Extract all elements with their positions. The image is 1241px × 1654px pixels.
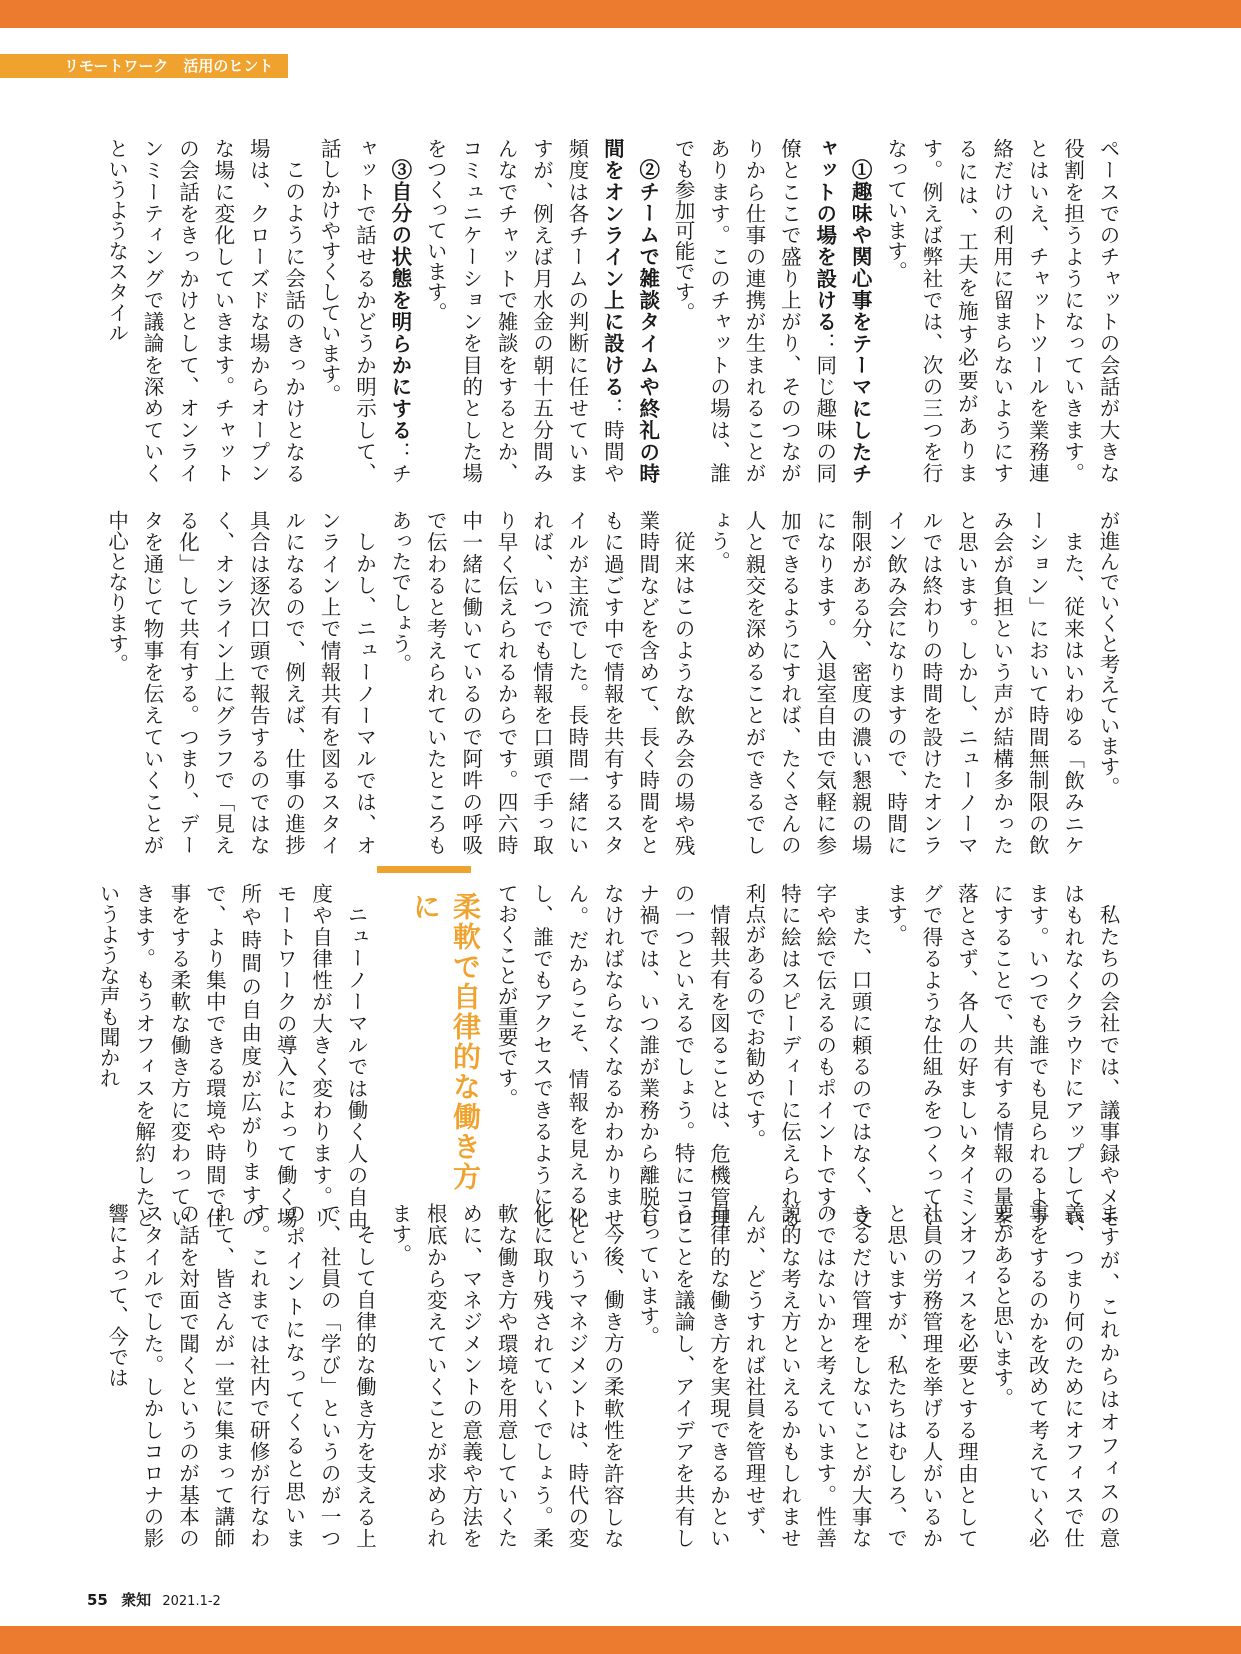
bold-lead: ①趣味や関心事をテーマにしたチャットの場を設ける bbox=[812, 138, 873, 483]
paragraph-text: ：時間や頻度は各チームの判断に任せていますが、例えば月水金の朝十五分間みんなでチャットで雑談をするとか、コミュニケーションを目的とした場をつくっています。 bbox=[423, 138, 625, 484]
paragraph: 今後、働き方の柔軟性を許容しないというマネジメントは、時代の変化に取り残されていくでしょう。柔軟な働き方や環境を用意していくために、マネジメントの意義や方法を根底から変えていくことが求められます。 bbox=[387, 1203, 625, 1548]
paragraph bbox=[417, 138, 665, 483]
paragraph: ペースでのチャットの会話が大きな役割を担うようになっていきます。とはいえ、チャットツールを業務連絡だけの利用に留まらないようにするには、工夫を施す必要があります。例えば弊社では、次の三つを行なっています。 bbox=[883, 138, 1120, 483]
paragraph: 私たちの会社では、議事録やメモはもれなくクラウドにアップしています。いつでも誰でも見られるようにすることで、共有する情報の量を落とさず、各人の好ましいタイミングで得るような仕組みをつくっています。 bbox=[883, 883, 1120, 1228]
heading-text: 柔軟で自律的な働き方に bbox=[409, 892, 482, 1192]
bold-lead: ③自分の状態を明らかにする bbox=[387, 158, 412, 441]
text-band-2 bbox=[83, 510, 1125, 855]
paragraph: オフィスを必要とする理由として社員の労務管理を挙げる人がいるかと思いますが、私たちはむしろ、できるだけ管理をしないことが大事なのではないかと考えています。性善説的な考え方といえるかもしれませんが、どうすれば社員を管理せず、自律的な働き方を実現できるかということを議論し、アイデアを共有し合っています。 bbox=[635, 1203, 979, 1548]
paragraph: また、口頭に頼るのではなく、文字や絵で伝えるのもポイントです。特に絵はスピーディーに伝えられる利点があるのでお勧めです。 bbox=[741, 883, 873, 1228]
bottom-color-bar bbox=[0, 1626, 1241, 1654]
page-number: 55 bbox=[87, 1591, 108, 1609]
paragraph bbox=[311, 138, 417, 483]
issue-date: 2021.1-2 bbox=[162, 1594, 221, 1609]
paragraph: が進んでいくと考えています。 bbox=[1096, 510, 1120, 797]
paragraph: 従来はこのような飲み会の場や残業時間などを含めて、長く時間をともに過ごす中で情報を共有するスタイルが主流でした。長時間一緒にいれば、いつでも情報を口頭で手っ取り早く伝えられるからです。四六時中一緒に働いているので阿吽の呼吸で伝わると考えられていたところもあったでしょう。 bbox=[387, 510, 696, 855]
paragraph: また、従来はいわゆる「飲みニケーション」において時間無制限の飲み会が負担という声が結構多かったと思います。しかし、ニューノーマルでは終わりの時間を設けたオンライン飲み会になりますので、時間に制限がある分、密度の濃い懇親の場になります。入退室自由で気軽に参加できるようにすれば、たくさんの人と親交を深めることができるでしょう。 bbox=[706, 510, 1085, 855]
text-band-1 bbox=[83, 138, 1125, 483]
paragraph: ますが、これからはオフィスの意義、つまり何のためにオフィスで仕事をするのかを改めて考えていく必要があると思います。 bbox=[989, 1203, 1120, 1548]
paragraph-text: ：チャットで話せるかどうか明示して、話しかけやすくしています。 bbox=[317, 138, 412, 484]
paragraph bbox=[665, 138, 877, 483]
heading-rule bbox=[377, 866, 471, 873]
paragraph: しかし、ニューノーマルでは、オンライン上で情報共有を図るスタイルになるので、例えば、仕事の進捗具合は逐次口頭で報告するのではなく、オンライン上にグラフで「見える化」して共有する。つまり、データを通じて物事を伝えていくことが中心となります。 bbox=[104, 510, 377, 855]
section-heading bbox=[377, 866, 482, 1196]
paragraph: そして自律的な働き方を支える上で、社員の「学び」というのが一つのポイントになってくると思います。これまでは社内で研修が行なわれて、皆さんが一堂に集まって講師の話を対面で聞くというのが基本のスタイルでした。しかしコロナの影響によって、今では bbox=[104, 1203, 377, 1548]
section-tab: リモートワーク 活用のヒント bbox=[0, 54, 288, 78]
paragraph-text: ：同じ趣味の同僚とここで盛り上がり、そのつながりから仕事の連携が生まれることがあります。このチャットの場は、誰でも参加可能です。 bbox=[671, 138, 837, 484]
magazine-name: 衆知 bbox=[121, 1591, 152, 1609]
text-band-4 bbox=[83, 1203, 1125, 1548]
paragraph: 情報共有を図ることは、危機管理の一つといえるでしょう。特にコロナ禍では、いつ誰が業務から離脱しなければならなくなるかわかりません。だからこそ、情報を見える化し、誰でもアクセスできるようにしておくことが重要です。 bbox=[494, 883, 731, 1228]
text-band-3 bbox=[494, 883, 1125, 1228]
bold-lead: ②チームで雑談タイムや終礼の時間をオンライン上に設ける bbox=[600, 138, 660, 483]
page-footer bbox=[87, 1589, 221, 1610]
paragraph: このように会話のきっかけとなる場は、クローズドな場からオープンな場に変化していきます。チャットの会話をきっかけとして、オンラインミーティングで議論を深めていくというようなスタイル bbox=[104, 138, 306, 483]
text-band-3b bbox=[83, 883, 373, 1228]
paragraph: ニューノーマルでは働く人の自由度や自律性が大きく変わります。リモートワークの導入によって働く場所や時間の自由度が広がりますので、より集中できる環境や時間で仕事をする柔軟な働き方に変わっていきます。もうオフィスを解約したというような声も聞かれ bbox=[96, 883, 368, 1228]
top-color-bar bbox=[0, 0, 1241, 28]
